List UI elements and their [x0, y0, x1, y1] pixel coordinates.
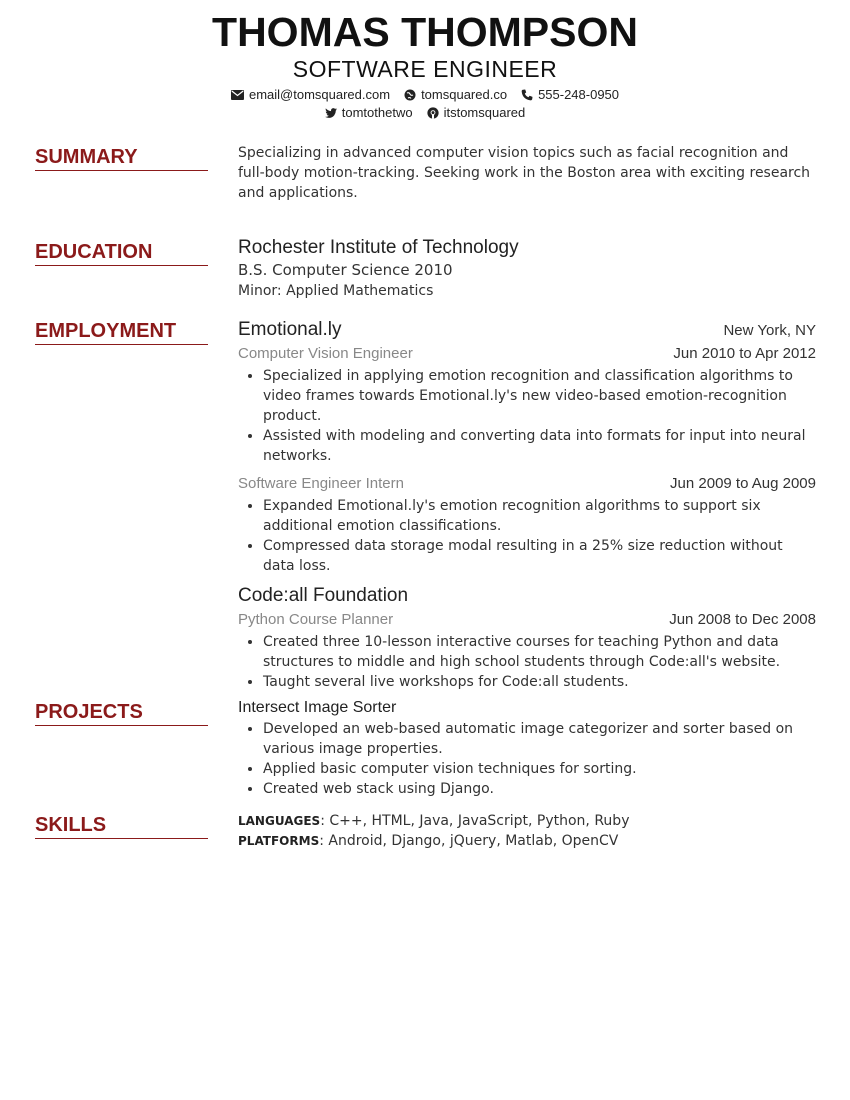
contact-row-primary	[0, 86, 850, 104]
skills-platforms: PLATFORMS: Android, Django, jQuery, Matlab, OpenCV	[238, 833, 619, 849]
role-bullets	[238, 496, 816, 576]
contact-phone[interactable]	[521, 86, 619, 104]
globe-icon	[404, 89, 416, 101]
minor-text: Minor: Applied Mathematics	[238, 283, 434, 299]
bullet-item: • Developed an web-based automatic image categorizer and sorter based on various image properties.	[263, 719, 816, 759]
company-name: Code:all Foundation	[238, 585, 409, 606]
bullet-item: • Specialized in applying emotion recognition and classification algorithms to video frames towards Emotional.ly's new video-based emotion-recognition product.	[263, 366, 816, 426]
bullet-item: • Created web stack using Django.	[263, 779, 816, 799]
projects-block	[238, 697, 816, 799]
role-title: Python Course Planner	[238, 611, 394, 628]
bullet-item: • Taught several live workshops for Code:all students.	[263, 672, 816, 692]
twitter-text: tomtothetwo	[341, 105, 413, 120]
bullet-item: • Expanded Emotional.ly's emotion recognition algorithms to support six additional emotion classifications.	[263, 496, 816, 536]
job-location: New York, NY	[723, 322, 816, 339]
role-header	[238, 608, 816, 632]
section-heading-education: EDUCATION	[35, 241, 208, 266]
employment-block	[238, 318, 816, 692]
role-header	[238, 472, 816, 496]
project-bullets	[238, 719, 816, 799]
section-heading-skills: SKILLS	[35, 814, 208, 839]
skills-block	[238, 811, 816, 851]
bullet-item: • Compressed data storage modal resulting in a 25% size reduction without data loss.	[263, 536, 816, 576]
twitter-icon	[325, 108, 337, 118]
education-block	[238, 236, 816, 301]
summary-text: Specializing in advanced computer vision topics such as facial recognition and full-body motion-tracking. Seeking work in the Boston area with exciting research and applications.	[238, 145, 811, 201]
role-dates: Jun 2010 to Apr 2012	[673, 345, 816, 362]
github-text: itstomsquared	[443, 105, 526, 120]
bullet-item: • Applied basic computer vision techniques for sorting.	[263, 759, 816, 779]
github-icon	[427, 107, 439, 119]
skill-values-platforms: Android, Django, jQuery, Matlab, OpenCV	[328, 833, 619, 849]
role-header	[238, 342, 816, 366]
company-name: Emotional.ly	[238, 319, 342, 340]
phone-icon	[521, 89, 533, 101]
section-heading-employment: EMPLOYMENT	[35, 320, 208, 345]
job-header	[238, 318, 816, 342]
skills-languages: LANGUAGES: C++, HTML, Java, JavaScript, Python, Ruby	[238, 813, 630, 829]
phone-text: 555-248-0950	[538, 87, 620, 102]
website-text: tomsquared.co	[421, 87, 508, 102]
section-heading-projects: PROJECTS	[35, 701, 208, 726]
role-bullets	[238, 366, 816, 466]
person-name: THOMAS THOMPSON	[212, 9, 638, 55]
contact-row-social	[0, 104, 850, 122]
role-dates: Jun 2009 to Aug 2009	[670, 475, 816, 492]
contact-twitter[interactable]	[325, 104, 413, 122]
role-bullets	[238, 632, 816, 692]
resume-header	[0, 8, 850, 122]
contact-website[interactable]	[404, 86, 507, 104]
role-title: Computer Vision Engineer	[238, 345, 413, 362]
envelope-icon	[231, 90, 244, 100]
role-title: Software Engineer Intern	[238, 475, 404, 492]
skill-values-languages: C++, HTML, Java, JavaScript, Python, Ruby	[329, 813, 630, 829]
project-name: Intersect Image Sorter	[238, 699, 397, 716]
role-dates: Jun 2008 to Dec 2008	[669, 611, 816, 628]
skill-label-languages: LANGUAGES	[238, 814, 321, 828]
contact-github[interactable]	[427, 104, 526, 122]
degree-text: B.S. Computer Science 2010	[238, 261, 453, 279]
email-text: email@tomsquared.com	[248, 87, 391, 102]
skill-label-platforms: PLATFORMS	[238, 834, 320, 848]
job-title: SOFTWARE ENGINEER	[292, 56, 558, 82]
school-name: Rochester Institute of Technology	[238, 237, 519, 258]
section-heading-summary: SUMMARY	[35, 146, 208, 171]
contact-email[interactable]	[231, 86, 390, 104]
bullet-item: • Created three 10-lesson interactive courses for teaching Python and data structures to middle and high school students through Code:all's website.	[263, 632, 816, 672]
job-header	[238, 584, 816, 608]
bullet-item: • Assisted with modeling and converting data into formats for input into neural networks.	[263, 426, 816, 466]
